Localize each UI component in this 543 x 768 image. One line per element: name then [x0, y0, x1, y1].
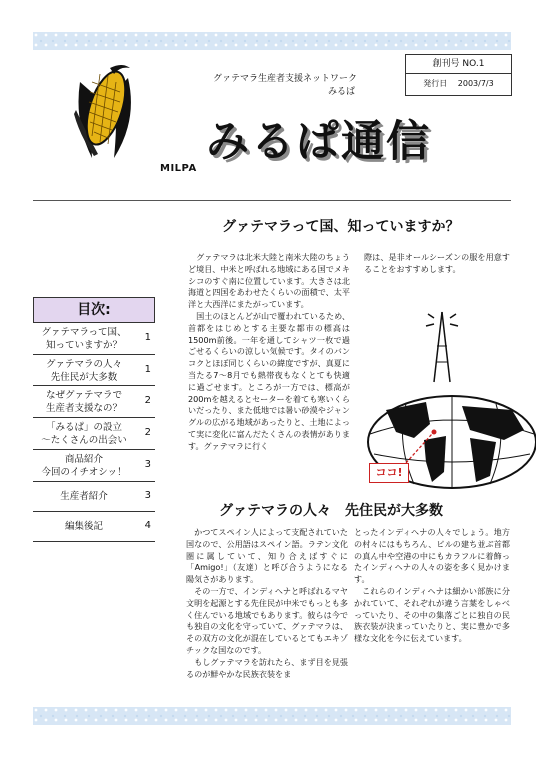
toc-item-page: 3 [144, 490, 151, 501]
bottom-decorative-band [33, 707, 511, 725]
article2-paragraph: かつてスペイン人によって支配されていた国なので、公用語はスペイン語。ラテン文化圏に属していて、知り合えばすぐに「Amigo!」（友達）と呼び合うようになる陽気さがあります。 [186, 527, 348, 585]
network-line-1: グァテマラ生産者支援ネットワーク [213, 74, 358, 84]
toc-item[interactable] [33, 386, 155, 418]
header-divider [33, 200, 511, 201]
article1-heading: グァテマラって国、知っていますか？ [222, 219, 460, 235]
toc-item[interactable] [33, 323, 155, 355]
toc-item-title: グァテマラって国、 [41, 327, 127, 338]
issue-info-box [405, 54, 512, 96]
toc-item[interactable] [33, 450, 155, 482]
milpa-label: MILPA [160, 163, 197, 174]
toc-item-title: 生産者支援なの？ [45, 403, 122, 414]
toc-item-page: 1 [144, 332, 151, 343]
toc-item-page: 3 [144, 459, 151, 470]
toc-item-title: 知っていますか？ [45, 340, 122, 351]
network-name [213, 73, 357, 99]
koko-marker-label: ココ! [369, 463, 409, 483]
article2-column-left [186, 527, 348, 680]
toc-item[interactable] [33, 355, 155, 386]
toc-item-title: 生産者紹介 [60, 491, 108, 502]
toc-item-title: 編集後記 [64, 521, 103, 532]
corn-logo-icon [70, 62, 140, 162]
toc-item-title: 先住民が大多数 [50, 372, 118, 383]
toc-item-title: ～たくさんの出会い [41, 435, 127, 446]
toc-item-title: グァテマラの人々 [45, 359, 122, 370]
newsletter-title: みるぱ通信 [206, 117, 431, 167]
toc-heading: 目次: [33, 297, 155, 323]
network-line-2: みるぱ [328, 87, 356, 97]
article1-paragraph: 国土のほとんどが山で覆われているため、首都をはじめとする主要な都市の標高は1500m前後。一年を通してシャツ一枚で過ごせるくらいの涼しい気候です。タイのバンコクとほぼ同じくらいの緯度ですが、真夏に当たる7～8月でも熱帯夜もなくとても快適に過ごせます。ところが一方では、標高が200mを越えるとセーターを着ても寒いくらいだったり、また低地では暑い砂漠やジャングルの広がる地域があったりと、土地によって実に変化に富んだたくさんの表情があります。グァテマラに行く [188, 310, 350, 451]
toc-item-page: 1 [144, 364, 151, 375]
table-of-contents [33, 297, 155, 542]
toc-item-title: なぜグァテマラで [45, 390, 122, 401]
article2-heading: グァテマラの人々 先住民が大多数 [219, 503, 443, 519]
top-decorative-band [33, 32, 511, 50]
article2-paragraph: もしグァテマラを訪れたら、まず目を見張るのが鮮やかな民族衣装をま [186, 656, 348, 679]
toc-item-title: 「みるぱ」の設立 [45, 422, 122, 433]
article2-paragraph: その一方で、インディヘナと呼ばれるマヤ文明を起源とする先住民が中米でもっとも多く住んでいる地域でもあります。彼らは今でも独自の文化を守っていて、グァテマラは、その双方の文化が混在しているとてもエキゾチックな国なのです。 [186, 585, 348, 655]
toc-item-title: 今回のイチオシッ！ [41, 467, 127, 478]
article1-column-left [188, 252, 350, 453]
article2-column-right [354, 527, 510, 645]
issue-number: 創刊号 NO.1 [406, 55, 511, 74]
article1-paragraph: 際は、是非オールシーズンの服を用意することをおすすめします。 [364, 252, 510, 274]
article2-paragraph: これらのインディヘナは細かい部族に分かれていて、それぞれが違う言葉をしゃべっていたり、その中の集落ごとに独自の民族衣装が決まっていたりと、実に豊かで多様な文化を今に伝えています。 [354, 585, 510, 644]
article1-paragraph: グァテマラは北米大陸と南米大陸のちょうど境目、中米と呼ばれる地域にある国でメキシコのすぐ南に位置しています。大きさは北海道と四国をあわせたくらいの面積で、太平洋と大西洋にまたがっています。 [188, 252, 350, 310]
toc-item[interactable] [33, 512, 155, 542]
toc-item[interactable] [33, 418, 155, 450]
toc-item-page: 2 [144, 395, 151, 406]
article1-column-right [364, 252, 510, 276]
toc-item[interactable] [33, 482, 155, 512]
toc-item-page: 2 [144, 427, 151, 438]
toc-item-title: 商品紹介 [64, 454, 103, 465]
article2-paragraph: とったインディヘナの人々でしょう。地方の村々にはもちろん、ビルの建ち並ぶ首都の真ん中や空港の中にもカラフルに着飾ったインディヘナの人々の姿を多く見かけます。 [354, 527, 510, 585]
issue-date: 発行日 2003/7/3 [423, 79, 494, 88]
toc-item-page: 4 [144, 520, 151, 531]
